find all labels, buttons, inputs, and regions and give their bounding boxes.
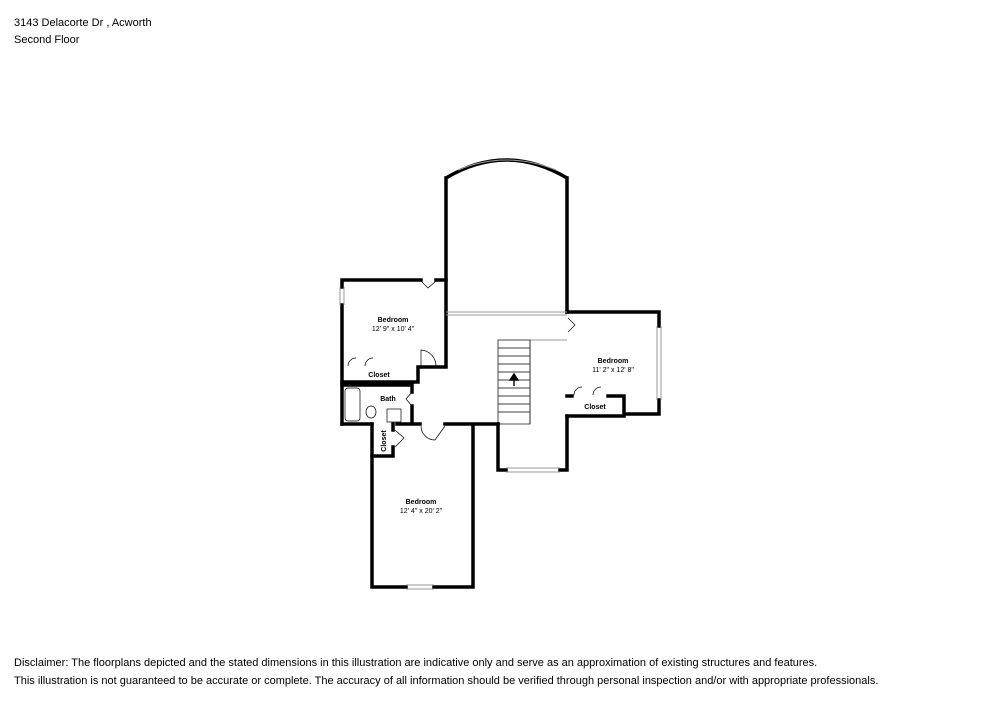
door-bedroom-nw bbox=[421, 350, 436, 366]
toilet bbox=[366, 406, 376, 418]
door-closet-nw-1 bbox=[348, 358, 373, 366]
property-address: 3143 Delacorte Dr , Acworth bbox=[14, 17, 152, 29]
disclaimer-line-1: Disclaimer: The floorplans depicted and the stated dimensions in this illustration are indicative only and serve as an approximation of existing structures and features. bbox=[14, 657, 818, 669]
sink bbox=[387, 409, 401, 422]
disclaimer-line-2: This illustration is not guaranteed to be accurate or complete. The accuracy of all information should be verified through personal inspection and/or with appropriate professionals. bbox=[14, 675, 879, 687]
dims-bedroom-s: 12' 4" x 20' 2" bbox=[399, 508, 443, 515]
door-bedroom-e bbox=[568, 318, 575, 332]
label-closet-e: Closet bbox=[584, 404, 606, 411]
door-closet-e bbox=[574, 387, 601, 395]
floor-name: Second Floor bbox=[14, 34, 80, 46]
bathtub bbox=[345, 388, 360, 421]
dims-bedroom-e: 11' 2" x 12' 8" bbox=[592, 367, 634, 374]
label-closet-s: Closet bbox=[381, 430, 388, 452]
label-bedroom-s: Bedroom bbox=[405, 499, 437, 506]
door-bedroom-s bbox=[421, 426, 445, 440]
bay-window-arch bbox=[446, 160, 567, 178]
dims-bedroom-nw: 12' 9" x 10' 4" bbox=[371, 326, 415, 333]
door-bath bbox=[406, 392, 412, 406]
label-bedroom-nw: Bedroom bbox=[377, 317, 409, 324]
label-closet-nw: Closet bbox=[368, 372, 390, 379]
stair-up-arrow bbox=[510, 374, 518, 386]
label-bath: Bath bbox=[380, 396, 396, 403]
label-bedroom-e: Bedroom bbox=[597, 358, 629, 365]
door-closet-s bbox=[395, 430, 404, 447]
door-bedroom-nw-top bbox=[421, 281, 436, 288]
wall-great-room bbox=[421, 178, 446, 367]
